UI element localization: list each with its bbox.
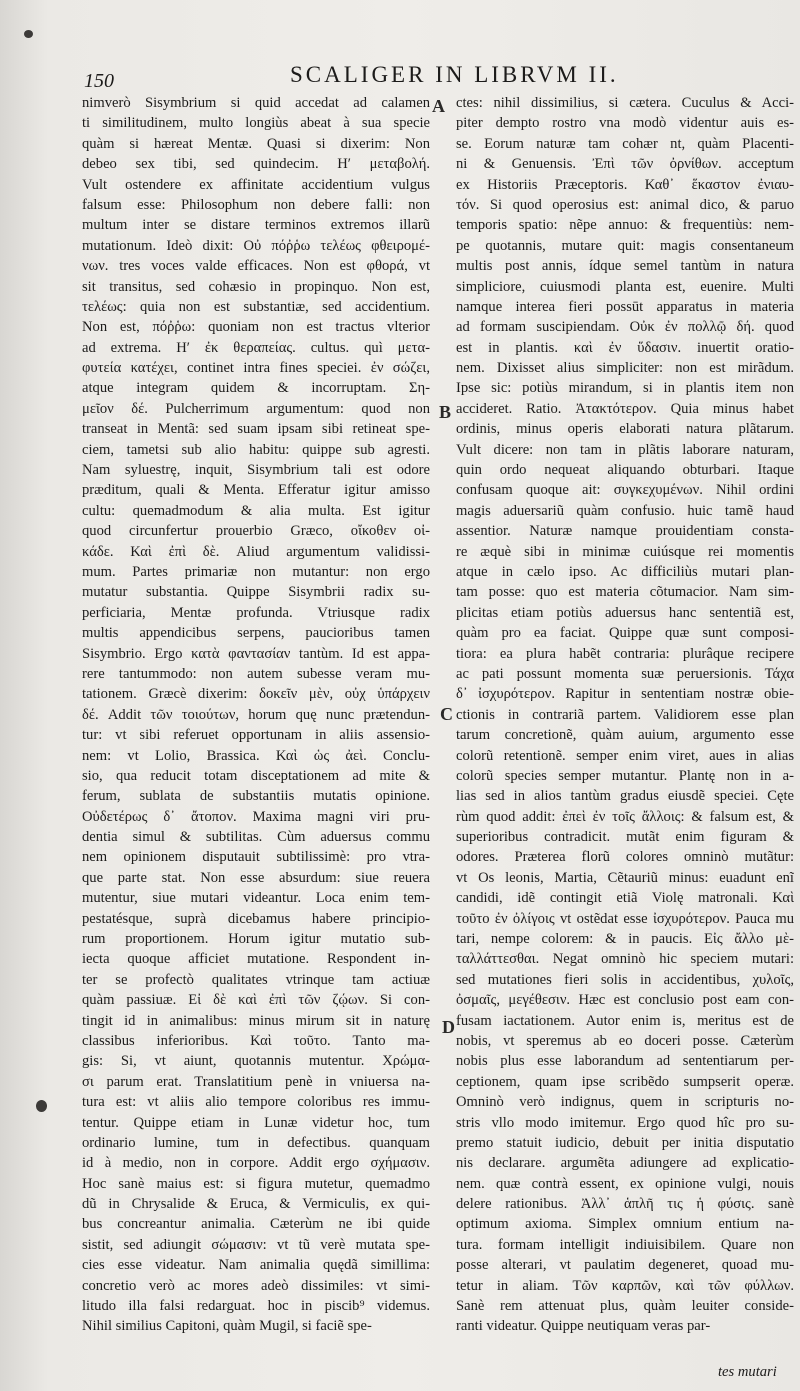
right-column-line: δ᾽ ἰσχυρότερον. Rapitur in sententiam nostræ obie- <box>456 686 794 703</box>
left-column-line: tura est: vt aliis alio tempore coloribus res immu- <box>82 1094 430 1111</box>
left-column-line: δέ. Addit τῶν τοιούτων, horum quę nunc prætendun- <box>82 706 430 723</box>
right-column-line: premo statuit iudicio, debuit per initia disputatio <box>456 1134 794 1151</box>
left-column-line: Non est, πόῤῥω: quoniam non est tractus vlterior <box>82 319 430 336</box>
right-column-line: tari, nempe colorem: & in paucis. Εἰς ἄλλο μὲ- <box>456 931 794 948</box>
left-column-line: ti similitudinem, multo longiùs abeat à sua specie <box>82 115 430 132</box>
left-column-line: tentur. Quippe etiam in Lunæ videtur hoc, tum <box>82 1114 430 1131</box>
left-column-line: id à medio, non in corpore. Addit ergo σχήμασιν. <box>82 1155 430 1172</box>
right-column-line: ταλλάττεσθαι. Negat omninò hic speciem mutari: <box>456 951 794 968</box>
right-column-line: accideret. Ratio. Ἀτακτότερον. Quia minus habet <box>456 400 794 417</box>
right-column-line: tiora: ea plura habẽt contraria: plurâque recipere <box>456 645 794 662</box>
left-column-line: mutentur, siue mutari videantur. Loca enim tem- <box>82 890 430 907</box>
right-column-line: superioribus contradicit. mutãt enim figuram & <box>456 829 794 846</box>
left-column-line: sistit, sed adiungit σώμασιν: vt tũ verè mutata spe- <box>82 1236 430 1253</box>
left-column-line: tationem. Græcè dixerim: δοκεῖν μὲν, οὐχ ὑπάρχειν <box>82 686 430 703</box>
right-column-line: ceptionem, quam ipse scribẽdo sumpserit operæ. <box>456 1073 794 1090</box>
right-column-line: τοῦτο ἐν ὀλίγοις vt ostẽdat esse ἰσχυρότερον. Pauca mu <box>456 910 794 927</box>
right-column-line: Omninò verò indignus, quem in scripturis no- <box>456 1094 794 1111</box>
left-column-line: Hoc sanè maius est: si figura mutetur, quemadmo <box>82 1175 430 1192</box>
left-column-line: sit transitus, sed cohæsio in propinquo. Non est, <box>82 278 430 295</box>
running-head: SCALIGER IN LIBRVM II. <box>290 62 619 87</box>
left-column-line: atque integram quidem & incorruptam. Ση- <box>82 380 430 397</box>
right-column-line: vt Os leonis, Martia, Cẽtauriũ minus: euadunt enĩ <box>456 869 794 886</box>
right-column-line: temporis spatio: nẽpe annuo: & frequentiùs: nem- <box>456 217 794 234</box>
left-column <box>82 93 430 1337</box>
right-column-line: ranti videatur. Quippe neutiquam veras par- <box>456 1318 711 1335</box>
left-column-line: Vult ostendere ex affinitate accidentium vulgus <box>82 176 430 193</box>
right-column-line: colorũ species semper mutantur. Plantę non in a- <box>456 767 794 784</box>
right-column-line: colorũ retentionẽ. semper enim viret, aues in alias <box>456 747 794 764</box>
left-column-line: bus concreantur animalia. Cæterùm ne ibi quide <box>82 1216 430 1233</box>
margin-letter-d: D <box>442 1017 455 1037</box>
right-column-line: nobis plus esse laborandum ad sententiarum per- <box>456 1053 794 1070</box>
right-column-line: nem. Dixisset alius simpliciter: non est mirãdum. <box>456 360 794 377</box>
right-column-line: ordinis, minus operis elaborati natura plãtarum. <box>456 421 794 438</box>
right-column-line: simpliciore, cuiusmodi planta est, euenire. Multi <box>456 278 794 295</box>
left-column-line: debeo sex tibi, sed quindecim. Ηʹ μεταβολή. <box>82 156 430 173</box>
left-column-line: tingit id in animalibus: minus mirum sit in naturę <box>82 1012 430 1029</box>
left-column-line: Nam syluestrę, inquit, Sisymbrium tali est odore <box>82 462 430 479</box>
right-column-line: quàm pro ea faciat. Quippe quæ sunt composi- <box>456 625 794 642</box>
right-column-line: tetur in aliam. Τῶν καρπῶν, καὶ τῶν φύλλων. <box>456 1277 794 1294</box>
right-column-line: Ipse sic: potiùs mirandum, si in plantis item non <box>456 380 794 397</box>
right-column-line: tura. formam intelligit indiuisibilem. Quare non <box>456 1236 794 1253</box>
left-column-line: ferum, sublata de substantiis mutatis opinione. <box>82 788 430 805</box>
left-column-line: rum proportionem. Horum igitur mutatio sub- <box>82 931 430 948</box>
page-number: 150 <box>84 70 114 92</box>
right-column-line: confusam quoque ait: συγκεχυμένων. Nihil ordini <box>456 482 794 499</box>
left-column-line: ter se profectò qualitates vtrinque tam actiuæ <box>82 971 430 988</box>
left-column-line: φυτεία κατέχει, continet intra fines speciei. ἐν σώζει, <box>82 360 430 377</box>
right-column-line: namque interea fieri possūt apparatus in materia <box>456 298 794 315</box>
right-column-line: piter dempto rostro vna modò videntur auis es- <box>456 115 794 132</box>
left-column-line: mum. Partes primariæ non mutantur: non ergo <box>82 563 430 580</box>
left-column-line: classibus inferioribus. Καὶ τοῦτο. Tanto ma- <box>82 1032 430 1049</box>
left-column-line: iecta quoque afficiet mutatione. Respondent in- <box>82 951 430 968</box>
right-column-line: ad formam suscipiendam. Οὐκ ἐν πολλῷ δή. quod <box>456 319 794 336</box>
left-column-line: tur: vt sibi referuet opportunam in aliis assensio- <box>82 727 430 744</box>
right-column-line: nis declarare. argumẽta adiungere ad explicatio- <box>456 1155 794 1172</box>
left-column-line: ciem, tametsi sub alio habitu: quippe sub agresti. <box>82 441 430 458</box>
left-column-line: Nihil similius Capitoni, quàm Mugil, si faciẽ spe- <box>82 1318 372 1335</box>
left-column-line: nimverò Sisymbrium si quid accedat ad calamen <box>82 95 430 111</box>
right-column-line: magis aduersariũ quàm confusio. huic tamẽ haud <box>456 502 794 519</box>
left-column-line: dentia simul & subtilitas. Cùm aduersus commu <box>82 829 430 846</box>
left-column-line: νων. tres voces valde efficaces. Non est φθορά, vt <box>82 258 430 275</box>
right-column-line: Sanè rem attenuat plus, quàm leuiter conside- <box>456 1298 794 1315</box>
left-column-line: nem opinionem disputauit subtilissimè: pro vtra- <box>82 849 430 866</box>
right-column-line: tarum concretionẽ, quàm auium, argumento esse <box>456 727 794 744</box>
right-column-line: multis post annis, ídque semel tantùm in natura <box>456 258 794 275</box>
left-column-line: nem: vt Lolio, Brassica. Καὶ ὡς ἀεὶ. Conclu- <box>82 747 430 764</box>
right-column <box>456 93 794 1337</box>
left-column-line: litudo illa falsi redarguat. hoc in piscib⁹ videmus. <box>82 1298 430 1315</box>
left-column-line: Sisymbrio. Ergo κατὰ φαντασίαν tantùm. Id est appa- <box>82 645 430 662</box>
right-column-line: optimum axioma. Simplex omnium entium na- <box>456 1216 794 1233</box>
left-column-line: multum inter se distare terminos extremos illarũ <box>82 217 430 234</box>
catchword: tes mutari <box>718 1364 777 1380</box>
left-column-line: perficiaria, Mentæ profunda. Vtriusque radix <box>82 604 430 621</box>
right-column-line: ctionis in contrariã partem. Validiorem esse plan <box>456 706 794 723</box>
left-column-line: cultu: quemadmodum & alia multa. Est igitur <box>82 502 430 519</box>
right-column-line: tam posse: quo est materia cõtumacior. Nam sim- <box>456 584 794 601</box>
right-column-line: nobis, vt speremus ab eo doceri posse. Cæterùm <box>456 1032 794 1049</box>
margin-letter-c: C <box>440 704 453 724</box>
left-column-line: dũ in Chrysalide & Eruca, & Vermiculis, ex qui- <box>82 1196 430 1213</box>
right-column-line: ctes: nihil dissimilius, si cætera. Cuculus & Acci- <box>456 95 794 111</box>
right-column-line: Vult dicere: non tam in plãtis laborare naturam, <box>456 441 794 458</box>
left-column-line: rere tantummodo: non autem subesse veram mu- <box>82 665 430 682</box>
right-column-line: stris vllo modo imitemur. Ergo quod hîc pro su- <box>456 1114 794 1131</box>
left-column-line: ordinario lumine, tum in defectibus. quanquam <box>82 1134 430 1151</box>
left-column-line: τελέως: quia non est substantiæ, sed accidentium. <box>82 298 430 315</box>
left-column-line: que parte stat. Non esse absurdum: siue reuera <box>82 869 430 886</box>
right-column-line: candidi, idẽ contingit etiã Violę matronali. Καὶ <box>456 890 794 907</box>
right-column-line: est in plantis. καὶ ἐν ὕδασιν. inuertit oratio- <box>456 339 794 356</box>
left-column-line: pestatésque, suprà dicebamus habere principio- <box>82 910 430 927</box>
left-column-line: μεῖον δέ. Pulcherrimum argumentum: quod non <box>82 400 430 417</box>
right-column-line: rùm quod addit: ἐπεὶ ἐν τοῖς ἄλλοις: & falsum est, & <box>456 808 794 825</box>
ink-blot-bottom <box>36 1100 47 1112</box>
right-column-line: se. Eorum naturæ tam cohær nt, quàm Placenti- <box>456 135 794 152</box>
left-column-line: cies esse videatur. Nam animalia quędã simillima: <box>82 1257 430 1274</box>
right-column-line: atque in cælo ipso. Ac difficiliùs mutari plan- <box>456 563 794 580</box>
left-column-line: quàm passiuæ. Εἰ δὲ καὶ ἐπὶ τῶν ζῴων. Si con- <box>82 992 430 1009</box>
right-column-line: quin ordo nequeat aliquando obturbari. Itaque <box>456 462 794 479</box>
left-column-line: quàm si hæreat Mentæ. Quasi si dixerim: Non <box>82 135 430 152</box>
left-column-line: ad extrema. Ηʹ ἐκ θεραπείας. cultus. quì μετα- <box>82 339 430 356</box>
margin-letter-a: A <box>432 96 445 116</box>
right-column-line: delere rationibus. Ἀλλ᾽ ἁπλῆ τις ἡ φύσις. sanè <box>456 1196 794 1213</box>
right-column-line: ni & Genuensis. Ἐπὶ τῶν ὀρνίθων. acceptum <box>456 156 794 173</box>
right-column-line: fusam iactationem. Autor enim is, meritus est de <box>456 1012 794 1029</box>
right-column-line: ac pati possunt momenta suæ peruersionis. Τάχα <box>456 665 794 682</box>
left-column-line: σι parum erat. Translatitium penè in vniuersa na- <box>82 1073 430 1090</box>
right-column-line: plicitas etiam potiùs aduersus hanc sententiã est, <box>456 604 794 621</box>
left-column-line: multis appendicibus serpens, paucioribus tamen <box>82 625 430 642</box>
right-column-line: sed mutationes fieri solis in accidentibus, χυλοῖς, <box>456 971 794 988</box>
left-column-line: gis: Si, vt aiunt, quotannis mutentur. Χρώμα- <box>82 1053 430 1070</box>
right-column-line: nem. quæ contrà essent, ex opinione vulgi, nouis <box>456 1175 794 1192</box>
right-column-line: pe quotannis, mutare quit: magis consentaneum <box>456 237 794 254</box>
right-column-line: re æquè sibi in minimæ cuiúsque rei momentis <box>456 543 794 560</box>
left-column-line: falsum esse: Philosophum non debere falli: non <box>82 196 430 213</box>
left-column-line: Οὐδετέρως δ᾽ ἄτοπον. Maxima magni viri pru- <box>82 808 430 825</box>
left-column-line: κάδε. Καὶ ἐπὶ δὲ. Aliud argumentum validissi- <box>82 543 430 560</box>
left-column-line: concretio verò ac mores adeò dissimiles: vt simi- <box>82 1277 430 1294</box>
left-column-line: mutationum. Ideò dixit: Οὐ πόῤῥω τελέως φθειρομέ- <box>82 237 430 254</box>
right-column-line: assentior. Naturæ namque prouidentiam consta- <box>456 523 794 540</box>
right-column-line: τόν. Si quod operosius est: animal dico, & paruo <box>456 196 794 213</box>
ink-blot-top <box>24 30 33 38</box>
margin-letter-b: B <box>439 402 452 422</box>
right-column-line: posse alterari, vt paulatim degeneret, quoad mu- <box>456 1257 794 1274</box>
left-column-line: transeat in Mentã: sed suam ipsam sibi retineat spe- <box>82 421 430 438</box>
right-column-line: lias sed in alios tantùm gradus eiusdẽ speciei. Cęte <box>456 788 794 805</box>
left-column-line: mutatur substantia. Quippe Sisymbrii radix su- <box>82 584 430 601</box>
right-column-line: odores. Præterea florũ colores omninò mutãtur: <box>456 849 794 866</box>
right-column-line: ex Historiis Præceptoris. Καθ᾽ ἕκαστον ἐνιαυ- <box>456 176 794 193</box>
left-column-line: sio, qua reducit totam disceptationem ad mite & <box>82 767 430 784</box>
right-column-line: ὀσμαῖς, μεγέθεσιν. Hæc est conclusio post eam con- <box>456 992 794 1009</box>
left-column-line: quod circunfertur prouerbio Græco, οἴκοθεν οἰ- <box>82 523 430 540</box>
left-column-line: præditum, quali & Menta. Efferatur igitur amisso <box>82 482 430 499</box>
